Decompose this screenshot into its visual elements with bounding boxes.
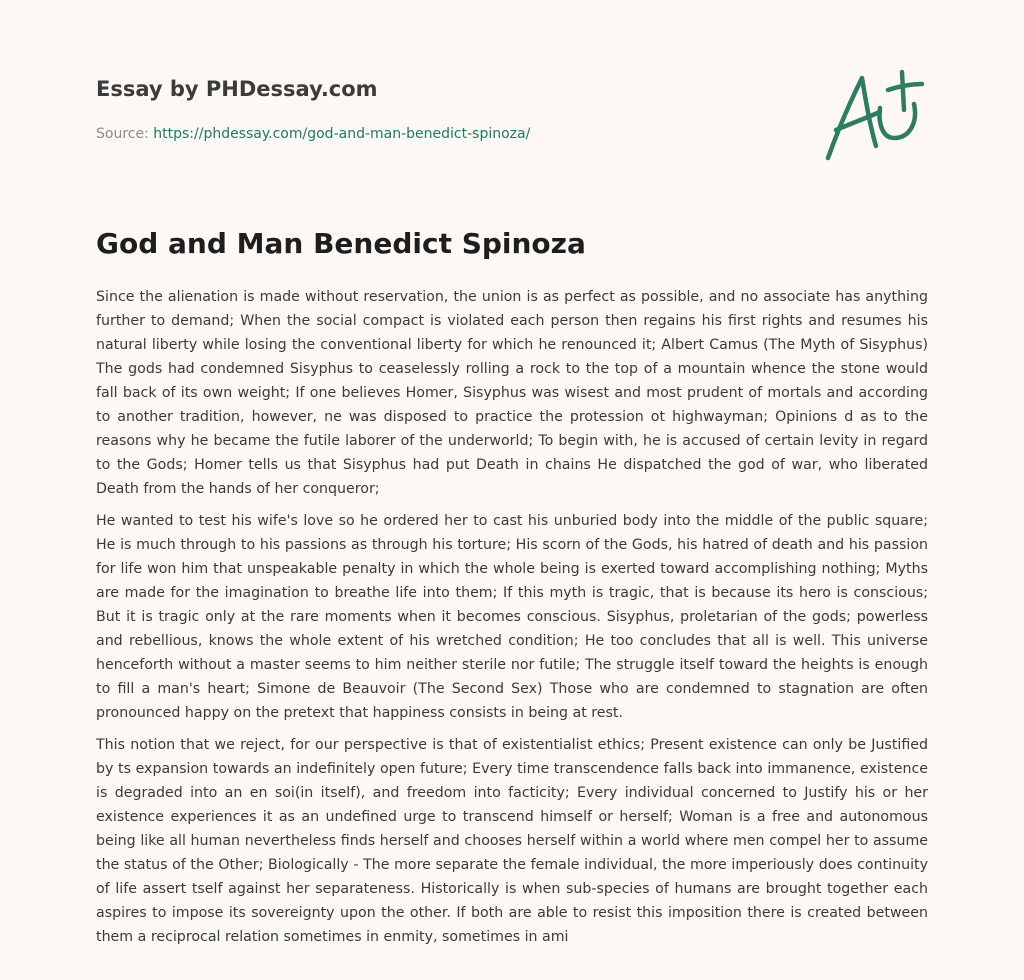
article-title: God and Man Benedict Spinoza — [96, 227, 586, 260]
article-paragraph: He wanted to test his wife's love so he ordered her to cast his unburied body into the middle of the public square; He is much through to his passions as through his torture; His scorn of the Gods, his hatred of death and his passion for life won him that unspeakable penalty in which the whole being is exerted toward accomplishing nothing; Myths are made for the imagination to breathe life into them; If this myth is tragic, that is because its hero is conscious; But it is tragic only at the rare moments when it becomes conscious. Sisyphus, proletarian of the gods; powerless and rebellious, knows the whole extent of his wretched condition; He too concludes that all is well. This universe henceforth without a master seems to him neither sterile nor futile; The struggle itself toward the heights is enough to fill a man's heart; Simone de Beauvoir (The Second Sex) Those who are condemned to stagnation are often pronounced happy on the pretext that happiness consists in being at rest. — [96, 513, 928, 721]
article-paragraph: Since the alienation is made without reservation, the union is as perfect as possible, and no associate has anything further to demand; When the social compact is violated each person then regains his first rights and resumes his natural liberty while losing the conventional liberty for which he renounced it; Albert Camus (The Myth of Sisyphus) The gods had condemned Sisyphus to ceaselessly rolling a rock to the top of a mountain whence the stone would fall back of its own weight; If one believes Homer, Sisyphus was wisest and most prudent of mortals and according to another tradition, however, ne was disposed to practice the protession ot highwayman; Opinions d as to the reasons why he became the futile laborer of the underworld; To begin with, he is accused of certain levity in regard to the Gods; Homer tells us that Sisyphus had put Death in chains He dispatched the god of war, who liberated Death from the hands of her conqueror; — [96, 289, 928, 497]
page-header — [96, 74, 796, 144]
brand-title: Essay by PHDessay.com — [96, 77, 378, 101]
article-paragraph: This notion that we reject, for our perspective is that of existentialist ethics; Present existence can only be Justified by ts expansion towards an indefinitely open future; Every time transcendence falls back into immanence, existence is degraded into an en soi(in itself), and freedom into facticity; Every individual concerned to Justify his or her existence experiences it as an undefined urge to transcend himself or herself; Woman is a free and autonomous being like all human nevertheless finds herself and chooses herself within a world where men compel her to assume the status of the Other; Biologically - The more separate the female individual, the more imperiously does continuity of life assert tself against her separateness. Historically is when sub-species of humans are brought together each aspires to impose its sovereignty upon the other. If both are able to resist this imposition there is created between them a reciprocal relation sometimes in enmity, sometimes in ami — [96, 737, 928, 945]
source-link[interactable]: https://phdessay.com/god-and-man-benedict-spinoza/ — [153, 126, 531, 142]
a-plus-grade-icon — [818, 66, 930, 166]
source-label: Source: — [96, 126, 149, 142]
source-line — [96, 124, 796, 144]
article-body — [96, 285, 928, 957]
